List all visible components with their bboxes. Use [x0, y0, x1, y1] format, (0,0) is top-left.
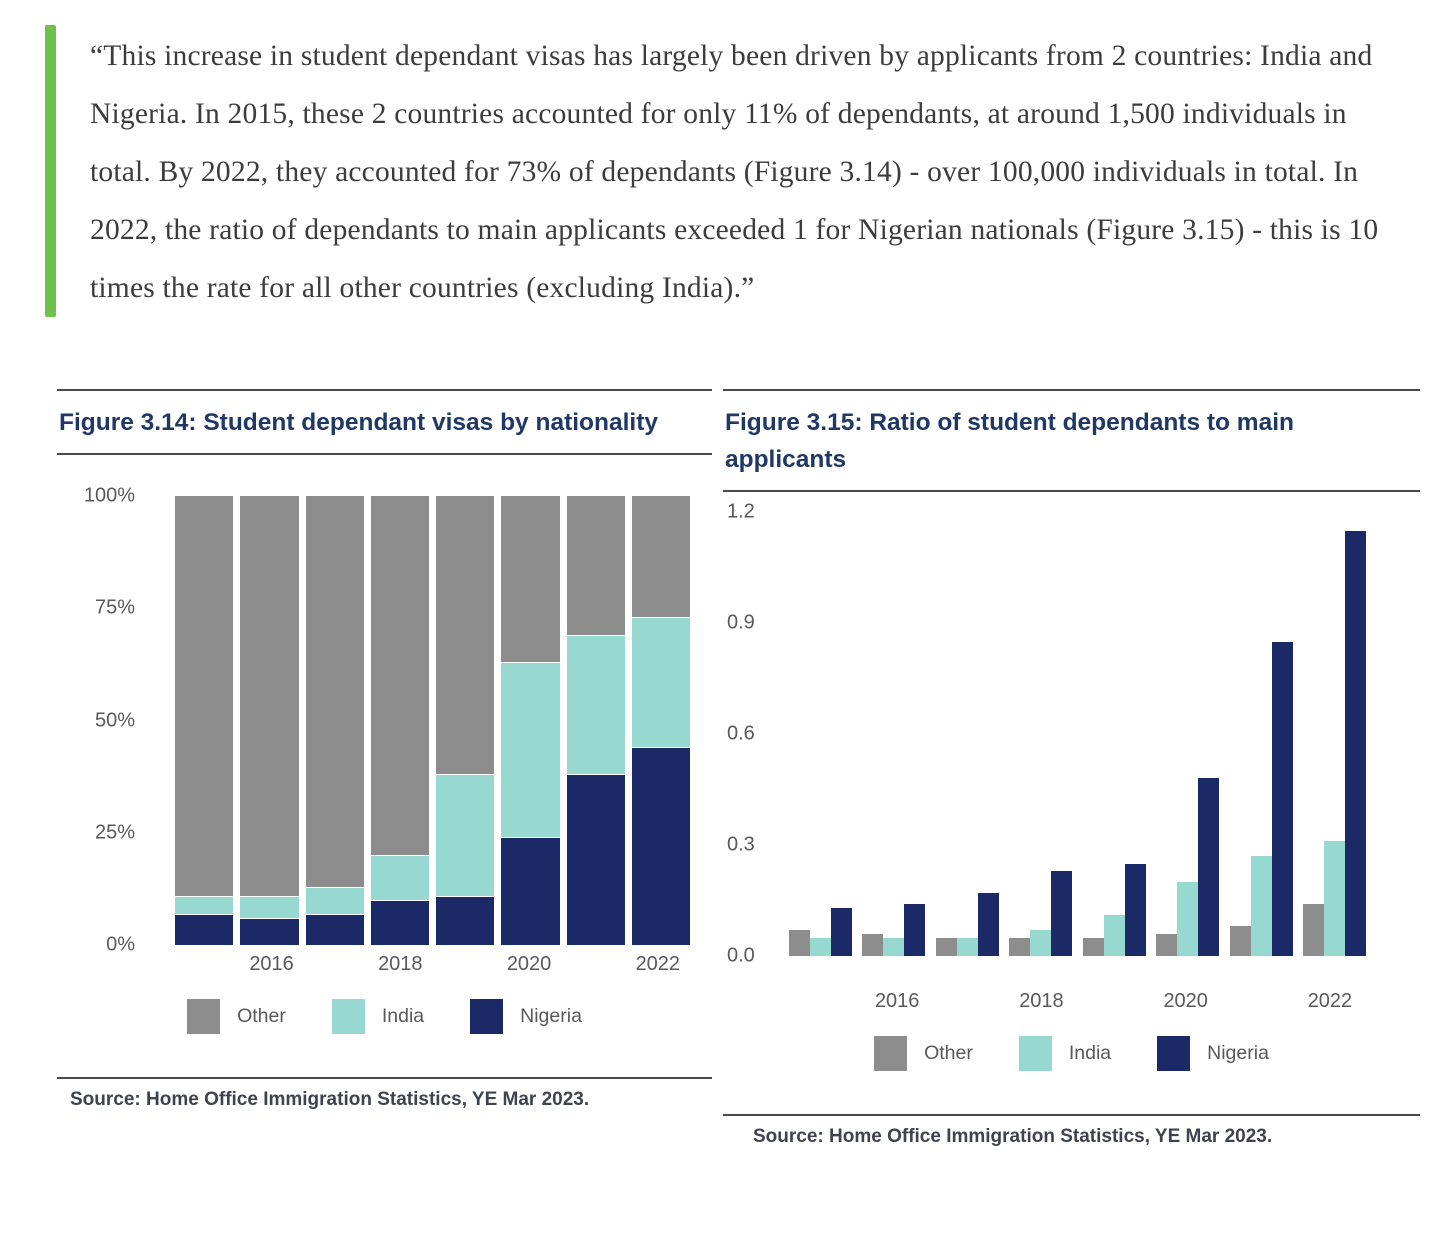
legend-label-india: India [1068, 1041, 1112, 1064]
bar-group-2019 [1083, 512, 1146, 956]
quote-text: “This increase in student dependant visas has largely been driven by applicants from 2 countries: India and Nigeria. In 2015, these 2 countries accounted for only 11% of dependants, at around 1,500 individuals in total. By 2022, they accounted for 73% of dependants (Figure 3.14) - over 100,000 individuals in total. In 2022, the ratio of dependants to main applicants exceeded 1 for Nigerian nationals (Figure 3.15) - this is 10 times the rate for all other countries (excluding India).” [90, 40, 1379, 304]
x-tick-label: 2018 [378, 953, 423, 975]
bar-india [1177, 882, 1198, 956]
bar-segment-nigeria [240, 918, 298, 945]
y-axis [723, 500, 789, 967]
legend-swatch-nigeria [470, 999, 503, 1034]
bar-segment-nigeria [436, 896, 494, 945]
bar-segment-nigeria [306, 914, 364, 945]
stacked-bar-2017 [306, 496, 364, 945]
figure-3-14-source: Source: Home Office Immigration Statistics, YE Mar 2023. [70, 1089, 590, 1110]
quote-accent-bar [45, 25, 56, 317]
bar-nigeria [978, 893, 999, 956]
bar-nigeria [1125, 864, 1146, 957]
figure-3-15-chart [723, 500, 1420, 1071]
bar-india [1324, 841, 1345, 956]
legend-label-nigeria: Nigeria [520, 1004, 582, 1027]
bar-segment-india [175, 896, 233, 914]
bar-segment-india [567, 635, 625, 774]
figure-3-15-source: Source: Home Office Immigration Statistics, YE Mar 2023. [753, 1126, 1273, 1147]
bar-other [1303, 904, 1324, 956]
bar-nigeria [1051, 871, 1072, 956]
y-tick-label: 0.0 [727, 944, 755, 967]
x-tick-label [433, 953, 497, 976]
bar-segment-india [632, 617, 690, 747]
bar-segment-nigeria [567, 774, 625, 945]
legend-item-other [187, 999, 286, 1034]
legend-swatch-other [874, 1036, 907, 1071]
figure-3-14-title-rule [57, 453, 712, 455]
x-axis [175, 953, 690, 976]
figure-3-15-title: Figure 3.15: Ratio of student dependants to main applicants [725, 409, 1294, 473]
legend-label-other: Other [237, 1004, 286, 1027]
quote-block [0, 0, 1456, 317]
bar-nigeria [1272, 642, 1293, 957]
plot [789, 512, 1366, 956]
figure-3-15-title-rule [723, 490, 1420, 492]
x-tick-label [175, 953, 239, 976]
y-tick-label: 50% [94, 709, 135, 731]
chart-plot-area [57, 484, 712, 956]
x-tick-label [304, 953, 368, 976]
bar-segment-india [371, 855, 429, 900]
x-tick-label: 2016 [874, 990, 920, 1012]
x-axis [789, 990, 1366, 1013]
x-tick-label: 2018 [1019, 990, 1064, 1012]
bar-segment-nigeria [175, 914, 233, 945]
y-tick-label: 1.2 [727, 500, 755, 523]
x-tick-label: 2020 [506, 953, 552, 975]
bar-segment-india [501, 662, 559, 837]
bar-group-2015 [789, 512, 852, 956]
y-tick-label: 100% [83, 484, 135, 507]
figure-3-14-chart [57, 484, 712, 1034]
legend-item-nigeria [1157, 1036, 1269, 1071]
y-tick-label: 0.3 [727, 833, 755, 856]
y-tick-label: 0.6 [727, 722, 755, 745]
x-tick-label [789, 990, 861, 1013]
bar-india [1030, 930, 1051, 956]
legend-swatch-other [187, 999, 220, 1034]
bar-segment-other [240, 496, 298, 896]
bar-segment-other [501, 496, 559, 662]
bar-india [810, 938, 831, 956]
figure-3-15-top-rule [723, 389, 1420, 391]
y-tick-label: 25% [94, 821, 135, 844]
bar-other [1083, 938, 1104, 956]
legend-item-nigeria [470, 999, 582, 1034]
bar-nigeria [1198, 778, 1219, 956]
legend-swatch-india [332, 999, 365, 1034]
plot [175, 496, 690, 945]
bar-segment-nigeria [632, 747, 690, 945]
legend-swatch-india [1019, 1036, 1052, 1071]
legend [723, 1035, 1420, 1071]
bar-segment-other [632, 496, 690, 617]
figure-3-14-top-rule [57, 389, 712, 391]
stacked-bar-2020 [501, 496, 559, 945]
x-tick-label: 2016 [249, 953, 294, 975]
bar-segment-other [567, 496, 625, 635]
bar-group-2018 [1009, 512, 1072, 956]
x-tick-label [1222, 990, 1294, 1013]
bar-india [1251, 856, 1272, 956]
bar-group-2017 [936, 512, 999, 956]
legend-label-india: India [381, 1004, 425, 1027]
bar-other [1009, 938, 1030, 956]
figures-row [57, 389, 1456, 1148]
bar-group-2016 [862, 512, 925, 956]
legend-label-other: Other [924, 1041, 973, 1064]
bar-other [936, 938, 957, 956]
figure-3-15-panel [723, 389, 1420, 1148]
figure-3-14-panel [57, 389, 712, 1148]
x-tick-label [561, 953, 625, 976]
bar-other [1230, 926, 1251, 956]
bar-other [789, 930, 810, 956]
bar-group-2021 [1230, 512, 1293, 956]
legend-label-nigeria: Nigeria [1207, 1041, 1269, 1064]
bar-nigeria [904, 904, 925, 956]
x-tick-label [933, 990, 1005, 1013]
figure-3-15-source-rule [723, 1114, 1420, 1116]
bar-segment-india [436, 774, 494, 895]
bar-segment-india [306, 887, 364, 914]
x-tick-label: 2022 [1307, 990, 1353, 1012]
stacked-bar-2019 [436, 496, 494, 945]
bar-india [1104, 915, 1125, 956]
bar-nigeria [831, 908, 852, 956]
stacked-bar-2021 [567, 496, 625, 945]
bar-india [957, 938, 978, 956]
bar-other [862, 934, 883, 956]
bar-segment-other [436, 496, 494, 774]
bar-other [1156, 934, 1177, 956]
y-tick-label: 0% [106, 933, 135, 956]
bar-segment-nigeria [371, 900, 429, 945]
bar-segment-other [175, 496, 233, 896]
bar-segment-india [240, 896, 298, 918]
stacked-bar-2016 [240, 496, 298, 945]
figure-3-14-title: Figure 3.14: Student dependant visas by nationality [59, 409, 659, 436]
x-tick-label: 2022 [635, 953, 681, 975]
stacked-bar-2015 [175, 496, 233, 945]
y-tick-label: 0.9 [727, 611, 755, 634]
legend [57, 998, 712, 1034]
y-axis [57, 484, 175, 956]
legend-item-india [1019, 1036, 1111, 1071]
bar-segment-other [371, 496, 429, 855]
stacked-bar-2022 [632, 496, 690, 945]
stacked-bar-2018 [371, 496, 429, 945]
legend-item-other [874, 1036, 973, 1071]
bar-nigeria [1345, 531, 1366, 957]
x-tick-label [1078, 990, 1150, 1013]
bar-segment-nigeria [501, 837, 559, 945]
legend-item-india [332, 999, 424, 1034]
bar-group-2020 [1156, 512, 1219, 956]
bar-group-2022 [1303, 512, 1366, 956]
bar-segment-other [306, 496, 364, 887]
figure-3-14-source-rule [57, 1077, 712, 1079]
chart-plot-area [723, 500, 1420, 967]
x-tick-label: 2020 [1163, 990, 1208, 1012]
bar-india [883, 938, 904, 956]
legend-swatch-nigeria [1157, 1036, 1190, 1071]
y-tick-label: 75% [94, 596, 135, 619]
